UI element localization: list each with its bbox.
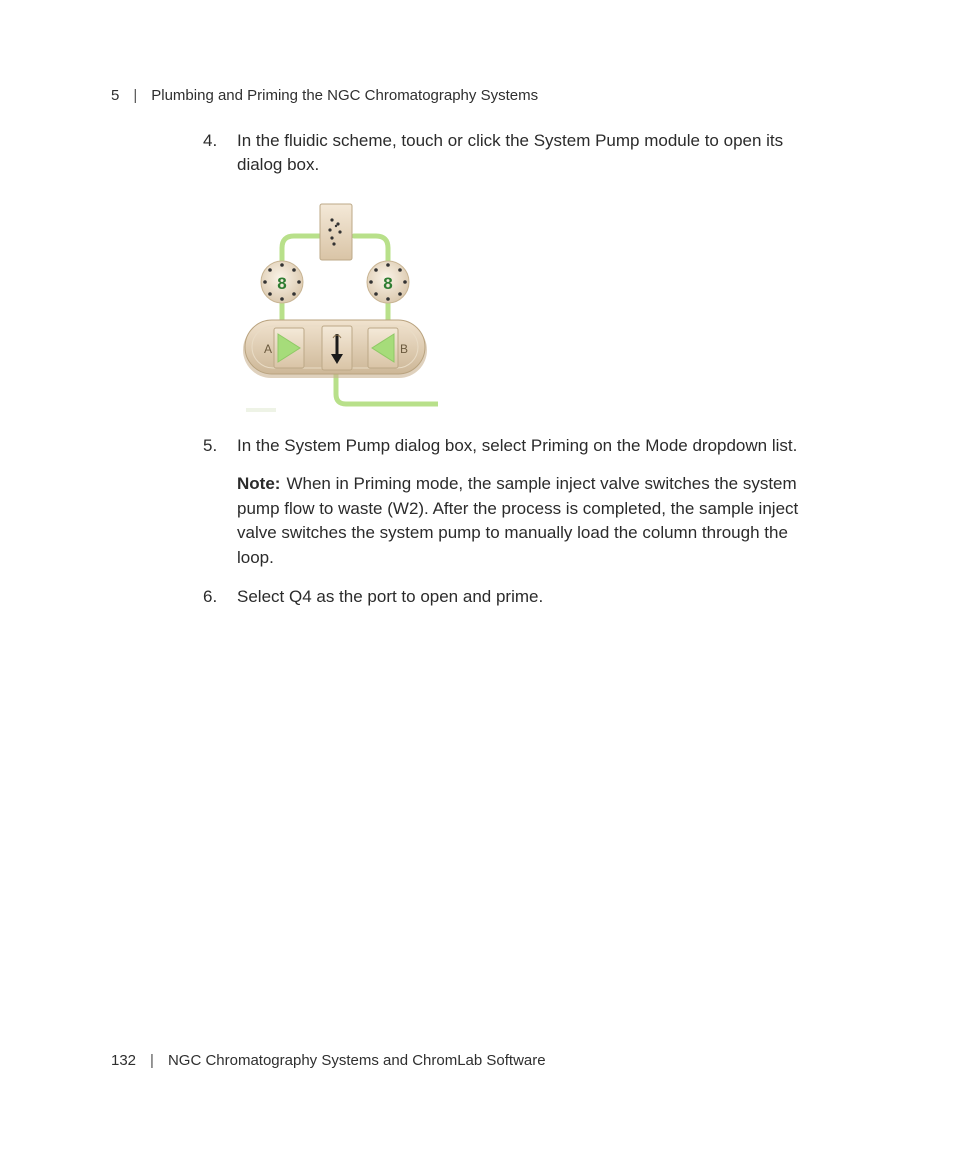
header-separator: | — [133, 87, 138, 104]
note-label: Note: — [237, 474, 281, 493]
step-4 — [203, 129, 813, 177]
step-5 — [203, 434, 813, 458]
chapter-title: Plumbing and Priming the NGC Chromatography Systems — [151, 87, 539, 104]
step-text: Select Q4 as the port to open and prime. — [237, 587, 544, 606]
page-number: 132 — [111, 1052, 137, 1069]
right-valve-digit: 8 — [383, 274, 393, 293]
chapter-number: 5 — [111, 87, 120, 104]
pump-b-label: B — [399, 342, 409, 356]
note-block — [237, 472, 813, 570]
step-text: In the System Pump dialog box, select Priming on the Mode dropdown list. — [237, 436, 798, 455]
note-text: When in Priming mode, the sample inject valve switches the system pump flow to waste (W2). After the process is completed, the sample inject valve switches the system pump to manually load the column through the loop. — [237, 474, 799, 567]
fluidic-scheme-svg — [240, 200, 438, 413]
book-title: NGC Chromatography Systems and ChromLab Software — [167, 1052, 546, 1069]
running-footer — [111, 1052, 546, 1069]
shadow-band — [246, 408, 276, 412]
left-valve-digit: 8 — [277, 274, 287, 293]
footer-separator: | — [150, 1052, 154, 1069]
fluidic-scheme-figure — [240, 200, 438, 413]
step-number: 5. — [203, 436, 218, 455]
step-6 — [203, 585, 813, 609]
pump-a-label: A — [263, 342, 273, 356]
column-module — [320, 204, 352, 260]
step-text: In the fluidic scheme, touch or click the System Pump module to open its dialog box. — [237, 131, 784, 174]
running-header — [111, 87, 538, 104]
step-number: 6. — [203, 587, 218, 606]
step-number: 4. — [203, 131, 218, 150]
